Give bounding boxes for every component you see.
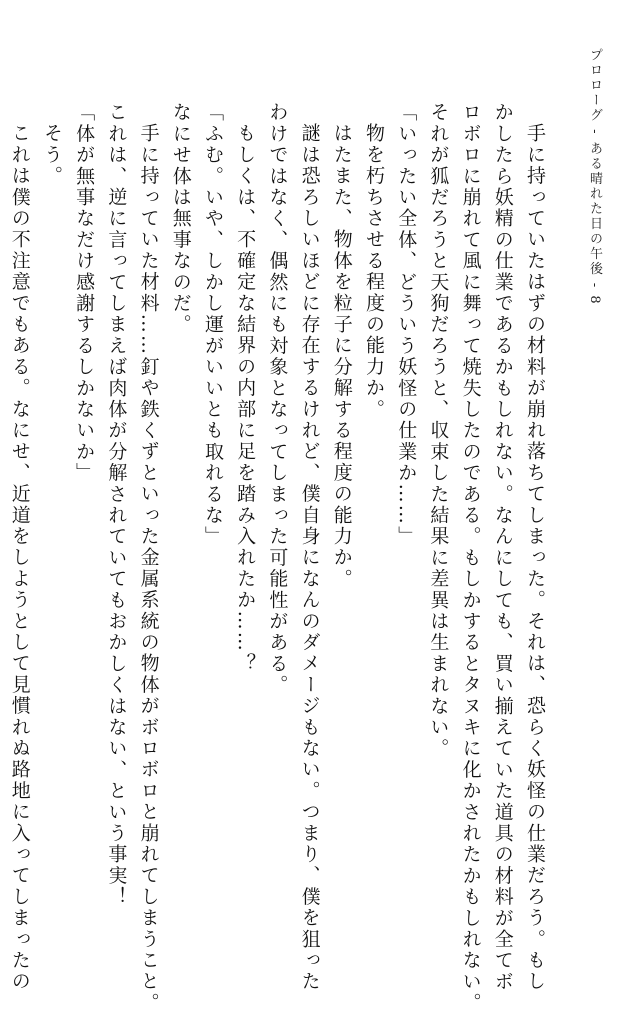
text-line (0, 102, 4, 862)
text-line: 「体が無事なだけ感謝するしかないか」 (73, 102, 96, 484)
text-line: もしくは、不確定な結界の内部に足を踏み入れたか……？ (234, 123, 257, 675)
text-line: これは、逆に言ってしまえば肉体が分解されていてもおかしくはない、という事実！ (105, 102, 128, 908)
text-line: なにせ体は無事なのだ。 (169, 102, 192, 336)
text-line: そう。 (40, 123, 63, 187)
text-line: 手に持っていた材料……釘や鉄くずといった金属系統の物体がボロボロと崩れてしまうこと。 (137, 123, 160, 1014)
text-line: はたまた、物体を粒子に分解する程度の能力か。 (330, 123, 353, 590)
text-line: かしたら妖精の仕業であるかもしれない。なんにしても、買い揃えていた道具の材料が全てボ (491, 102, 514, 993)
text-line: 「いったい全体、どういう妖怪の仕業か……」 (395, 102, 418, 548)
text-line: 手に持っていたはずの材料が崩れ落ちてしまった。それは、恐らく妖怪の仕業だろう。もし (524, 123, 546, 993)
text-line: 「ふむ。いや、しかし運がいいとも取れるな」 (201, 102, 224, 548)
text-line: それが狐だろうと天狗だろうと、収束した結果に差異は生まれない。 (427, 102, 450, 760)
text-line: わけではなく、偶然にも対象となってしまった可能性がある。 (266, 102, 289, 696)
text-line: ロボロに崩れて風に舞って焼失したのである。もしかするとタヌキに化かされたかもしれない。 (459, 102, 482, 1014)
running-header: プロローグ - ある晴れた日の午後 - 8 (587, 48, 602, 306)
text-line: 物を朽ちさせる程度の能力か。 (362, 123, 385, 420)
text-line: これは僕の不注意でもある。なにせ、近道をしようとして見慣れぬ路地に入ってしまったの (8, 123, 31, 993)
text-line: 謎は恐ろしいほどに存在するけれど、僕自身になんのダメージもない。つまり、僕を狙った (298, 123, 321, 993)
body-text (8, 102, 551, 1014)
